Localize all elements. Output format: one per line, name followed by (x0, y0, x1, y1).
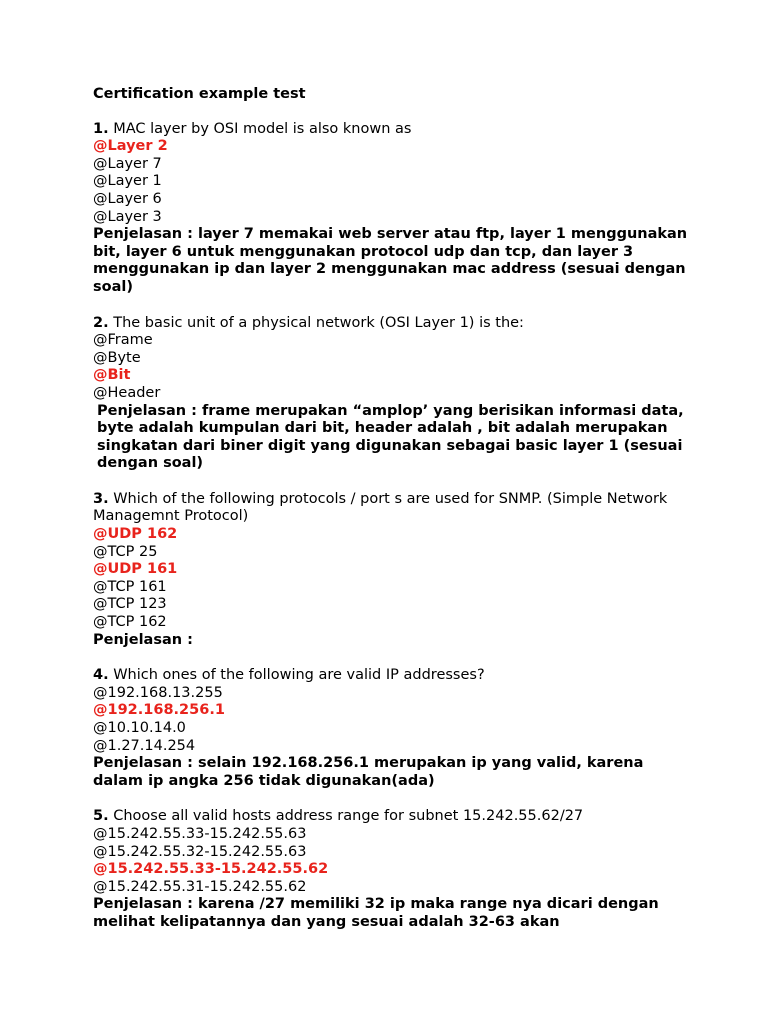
question-5 (93, 808, 693, 931)
question-2 (93, 315, 693, 473)
answer-option: @192.168.13.255 (93, 684, 223, 701)
question-text: Which ones of the following are valid IP addresses? (113, 667, 485, 684)
answer-option: @15.242.55.33-15.242.55.63 (93, 825, 307, 842)
answer-option: @10.10.14.0 (93, 720, 186, 736)
question-prompt (93, 808, 693, 826)
document-page (93, 86, 693, 950)
question-prompt (93, 315, 693, 333)
answer-option: @Frame (93, 332, 153, 349)
answer-option-correct: @Layer 2 (93, 138, 168, 155)
question-prompt (93, 667, 693, 685)
answer-option-correct: @192.168.256.1 (93, 702, 225, 719)
answer-option: @TCP 25 (93, 543, 158, 560)
answer-option: @TCP 162 (93, 614, 167, 631)
document-title: Certification example test (93, 86, 306, 102)
explanation: Penjelasan : selain 192.168.256.1 merupakan ip yang valid, karena dalam ip angka 256 tidak digunakan(ada) (93, 755, 644, 789)
question-text: MAC layer by OSI model is also known as (113, 120, 412, 137)
answer-option: @1.27.14.254 (93, 737, 196, 754)
question-3 (93, 491, 693, 649)
answer-option: @Layer 7 (93, 155, 162, 172)
explanation: Penjelasan : frame merupakan “amplop’ yang berisikan informasi data, byte adalah kumpulan dari bit, header adalah , bit adalah merupakan singkatan dari biner digit yang digunakan sebagai basic layer 1 (sesuai dengan soal) (97, 402, 684, 472)
question-number: 3. (93, 490, 109, 507)
question-prompt (93, 121, 693, 139)
question-4 (93, 667, 693, 790)
explanation: Penjelasan : (93, 631, 193, 648)
question-number: 5. (93, 808, 109, 825)
answer-option-correct: @Bit (93, 367, 131, 384)
answer-option: @15.242.55.32-15.242.55.63 (93, 843, 307, 860)
answer-option: @TCP 123 (93, 596, 167, 613)
answer-option: @Byte (93, 349, 141, 366)
answer-option: @Layer 6 (93, 190, 162, 207)
answer-option: @TCP 161 (93, 578, 167, 595)
answer-option: @Header (93, 384, 161, 401)
question-number: 4. (93, 667, 109, 684)
explanation: Penjelasan : karena /27 memiliki 32 ip maka range nya dicari dengan melihat kelipatannya dan yang sesuai adalah 32-63 akan (93, 896, 659, 930)
answer-option: @Layer 3 (93, 208, 162, 225)
answer-option-correct: @15.242.55.33-15.242.55.62 (93, 861, 329, 878)
question-1 (93, 121, 693, 297)
question-number: 2. (93, 314, 109, 331)
answer-option-correct: @UDP 162 (93, 526, 178, 543)
answer-option: @15.242.55.31-15.242.55.62 (93, 878, 307, 895)
explanation: Penjelasan : layer 7 memakai web server atau ftp, layer 1 menggunakan bit, layer 6 untuk menggunakan protocol udp dan tcp, dan layer 3 menggunakan ip dan layer 2 menggunakan mac address (sesuai dengan soal) (93, 226, 688, 295)
question-number: 1. (93, 120, 109, 137)
question-text: Choose all valid hosts address range for subnet 15.242.55.62/27 (113, 808, 584, 825)
question-text: The basic unit of a physical network (OSI Layer 1) is the: (113, 314, 524, 331)
answer-option: @Layer 1 (93, 173, 162, 190)
answer-option-correct: @UDP 161 (93, 561, 178, 578)
question-prompt (93, 491, 693, 526)
question-text: Which of the following protocols / port s are used for SNMP. (Simple Network Managemnt Protocol) (93, 490, 668, 525)
